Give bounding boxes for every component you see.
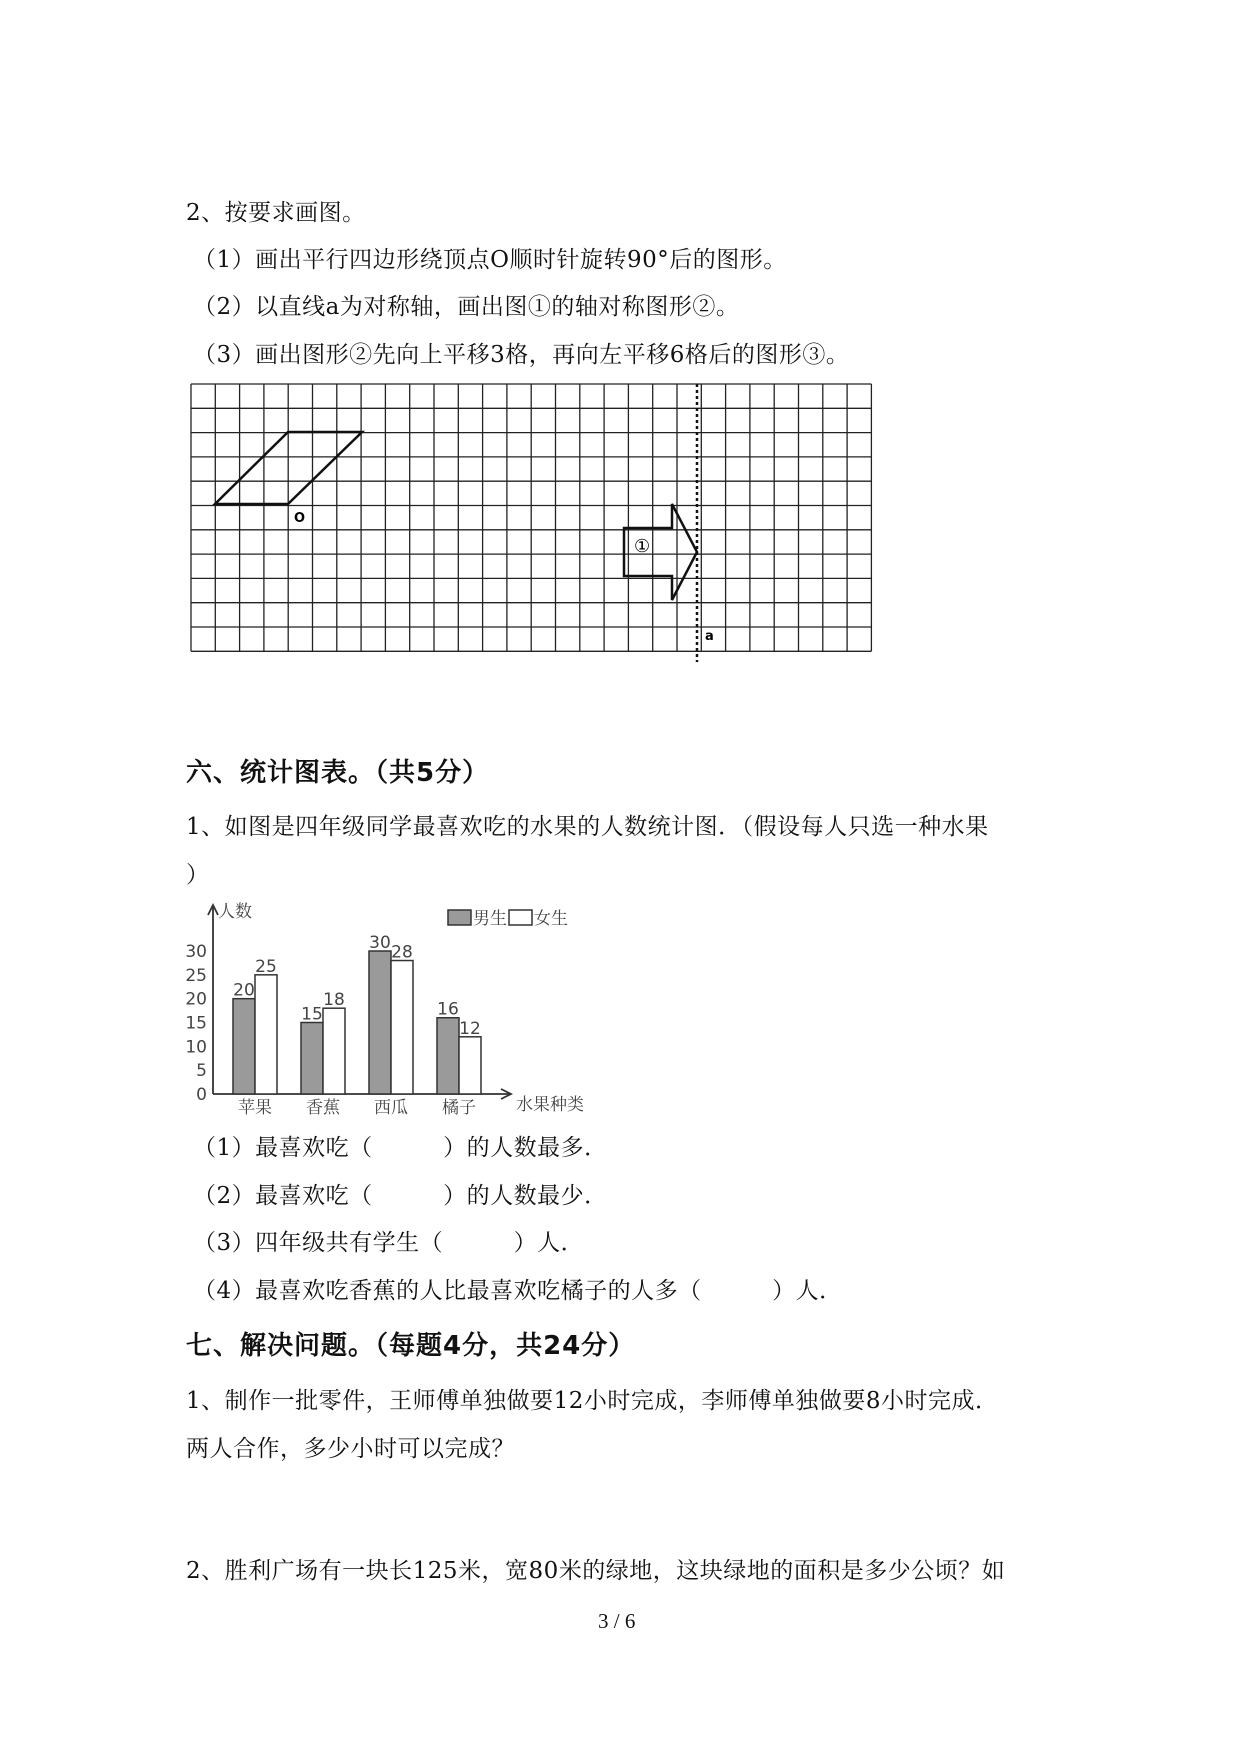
bar xyxy=(233,999,255,1094)
section-six-q1-line2: ） xyxy=(186,862,210,888)
x-axis-label: 水果种类 xyxy=(516,1095,584,1115)
bar-value-label: 16 xyxy=(437,999,459,1020)
bar xyxy=(369,951,391,1094)
section-seven-heading: 七、解决问题。（每题4分，共24分） xyxy=(186,1331,636,1361)
bar-value-label: 30 xyxy=(369,933,391,953)
y-axis-label: 人数 xyxy=(218,902,252,922)
bar-value-label: 28 xyxy=(391,942,413,963)
bar xyxy=(437,1018,459,1094)
section-six-sub1: （1）最喜欢吃（ ）的人数最多． xyxy=(193,1135,608,1161)
x-ticks xyxy=(238,1097,476,1118)
bar xyxy=(301,1023,323,1095)
q2-sub1: （1）画出平行四边形绕顶点O顺时针旋转90°后的图形。 xyxy=(193,247,787,273)
bar xyxy=(323,1008,345,1094)
legend-label-girls: 女生 xyxy=(534,909,568,929)
page-number: 3 / 6 xyxy=(598,1609,636,1633)
section-six-q1-line1: 1、如图是四年级同学最喜欢吃的水果的人数统计图．（假设每人只选一种水果 xyxy=(186,814,989,840)
y-tick-label: 0 xyxy=(196,1085,207,1105)
bar xyxy=(391,961,413,1094)
section-six-sub4: （4）最喜欢吃香蕉的人比最喜欢吃橘子的人多（ ）人． xyxy=(193,1278,843,1304)
vertex-o-label: O xyxy=(294,511,306,526)
section-seven-q1-line1: 1、制作一批零件，王师傅单独做要12小时完成，李师傅单独做要8小时完成． xyxy=(186,1388,999,1414)
y-tick-label: 25 xyxy=(185,965,207,986)
line-a-label: a xyxy=(705,629,714,644)
y-tick-label: 30 xyxy=(185,942,207,962)
y-tick-label: 5 xyxy=(196,1061,207,1082)
fruit-bar-chart xyxy=(180,895,620,1130)
bar-value-label: 18 xyxy=(323,990,345,1011)
x-tick-label: 橘子 xyxy=(442,1098,476,1118)
bar-value-label: 20 xyxy=(233,980,255,1001)
q2-title: 2、按要求画图。 xyxy=(186,200,366,226)
bar-value-label: 25 xyxy=(255,956,277,977)
q2-sub2: （2）以直线a为对称轴，画出图①的轴对称图形②。 xyxy=(193,294,740,320)
bar-value-label: 15 xyxy=(301,1004,323,1025)
section-six-sub3: （3）四年级共有学生（ ）人． xyxy=(193,1230,585,1256)
legend xyxy=(448,909,568,929)
figure-1-label: ① xyxy=(634,536,651,557)
section-seven-q2-line1: 2、胜利广场有一块长125米，宽80米的绿地，这块绿地的面积是多少公顷？如 xyxy=(186,1558,1006,1584)
x-tick-label: 西瓜 xyxy=(374,1098,408,1118)
bar xyxy=(255,975,277,1094)
q2-sub3: （3）画出图形②先向上平移3格，再向左平移6格后的图形③。 xyxy=(193,342,850,368)
bar-value-label: 12 xyxy=(459,1018,481,1039)
y-tick-label: 20 xyxy=(185,989,207,1010)
legend-swatch-girls xyxy=(509,910,532,925)
drawing-grid xyxy=(0,0,1241,700)
section-six-sub2: （2）最喜欢吃（ ）的人数最少． xyxy=(193,1183,608,1209)
section-six-heading: 六、统计图表。（共5分） xyxy=(186,758,490,788)
y-ticks xyxy=(185,942,207,1105)
y-tick-label: 10 xyxy=(185,1037,207,1058)
y-tick-label: 15 xyxy=(185,1013,207,1034)
section-seven-q1-line2: 两人合作，多少小时可以完成？ xyxy=(186,1436,515,1462)
legend-label-boys: 男生 xyxy=(473,909,507,929)
bar xyxy=(459,1037,481,1094)
x-tick-label: 香蕉 xyxy=(306,1098,340,1118)
legend-swatch-boys xyxy=(448,910,471,925)
x-tick-label: 苹果 xyxy=(238,1098,272,1118)
